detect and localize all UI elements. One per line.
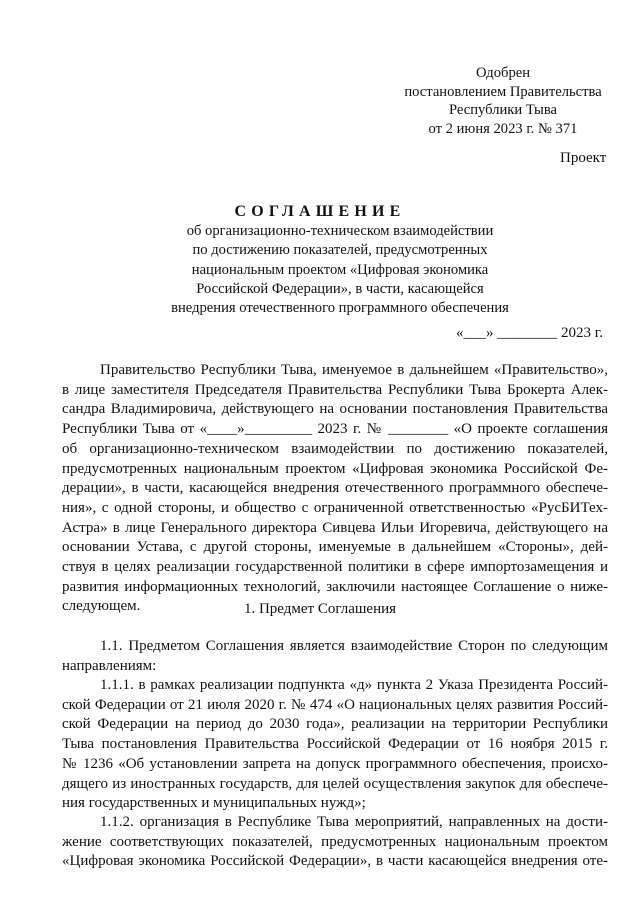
subtitle-line: внедрения отечественного программного обеспечения (171, 300, 509, 317)
text-line: ния государственных и муниципальных нужд»; (62, 795, 366, 812)
text-line: сандра Владимировича, действующего на основании постановления Правительства (62, 401, 608, 418)
subtitle-line: по достижению показателей, предусмотренных (192, 242, 488, 259)
text-line: Тыва постановления Правительства Российской Федерации от 16 ноября 2015 г. (62, 736, 608, 753)
text-line: 1.1.1. в рамках реализации подпункта «д» пункта 2 Указа Президента Россий- (100, 677, 608, 693)
text-line: «Цифровая экономика Российской Федерации», в части касающейся внедрения оте- (62, 853, 608, 870)
text-line: 1.1. Предметом Соглашения является взаимодействие Сторон по следующим (100, 638, 608, 654)
subtitle-line: национальным проектом «Цифровая экономика (191, 261, 489, 278)
text-line: направлениям: (62, 657, 157, 674)
preamble-paragraph (62, 361, 608, 617)
clause-1-1-2 (62, 813, 608, 872)
text-line: Астра» в лице Генерального директора Сивцева Ильи Игоревича, действующего на (62, 519, 608, 536)
text-line: ской Федерации от 21 июля 2020 г. № 474 «О национальных целях развития Россий- (62, 696, 608, 713)
text-line: ния», с одной стороны, и общество с ограниченной ответственностью «РусБИТех- (62, 499, 608, 516)
draft-label: Проект (560, 150, 607, 166)
text-line: об организационно-техническом взаимодействии по достижению показателей, (62, 440, 608, 457)
document-subtitle (150, 222, 530, 318)
agreement-date-placeholder: «___» ________ 2023 г. (456, 325, 603, 341)
text-line: предусмотренных национальным проектом «Цифровая экономика Российской Фе- (62, 460, 608, 477)
section-heading: 1. Предмет Соглашения (243, 601, 397, 617)
text-line: следующем. (62, 598, 141, 615)
subtitle-line: Российской Федерации», в части, касающейся (196, 280, 484, 297)
text-line: ствуя в целях реализации государственной политики в сфере импортозамещения и (62, 559, 608, 576)
document-title: СОГЛАШЕНИЕ (234, 203, 406, 220)
approval-stamp (392, 64, 614, 138)
text-line: дящего из иностранных государств, для целей осуществления закупок для обеспече- (62, 775, 608, 792)
approval-line: Одобрен (475, 65, 531, 81)
approval-line: Республики Тыва (448, 102, 558, 119)
text-line: жение соответствующих показателей, предусмотренных национальным проектом (62, 833, 608, 850)
clause-1-1 (62, 637, 608, 676)
text-line: Республики Тыва от «____»_________ 2023 г. № ________ «О проекте соглашения (62, 421, 608, 438)
approval-line: постановлением Правительства (404, 83, 602, 100)
text-line: ской Федерации на период до 2030 года», реализации на территории Республики (62, 716, 608, 733)
text-line: развития информационных технологий, заключили настоящее Соглашение о ниже- (62, 578, 608, 595)
text-line: Правительство Республики Тыва, именуемое в дальнейшем «Правительство», (100, 362, 608, 378)
text-line: 1.1.2. организация в Республике Тыва мероприятий, направленных на дости- (100, 814, 608, 830)
text-line: № 1236 «Об установлении запрета на допуск программного обеспечения, происхо- (62, 755, 608, 772)
text-line: основании Устава, с другой стороны, именуемые в дальнейшем «Стороны», дей- (62, 539, 608, 556)
subtitle-line: об организационно-техническом взаимодействии (186, 223, 494, 239)
text-line: дерации», в части, касающейся внедрения отечественного программного обеспече- (62, 480, 608, 497)
clause-1-1-1 (62, 676, 608, 814)
text-line: в лице заместителя Председателя Правительства Республики Тыва Брокерта Алек- (62, 381, 608, 398)
approval-line: от 2 июня 2023 г. № 371 (428, 120, 578, 137)
